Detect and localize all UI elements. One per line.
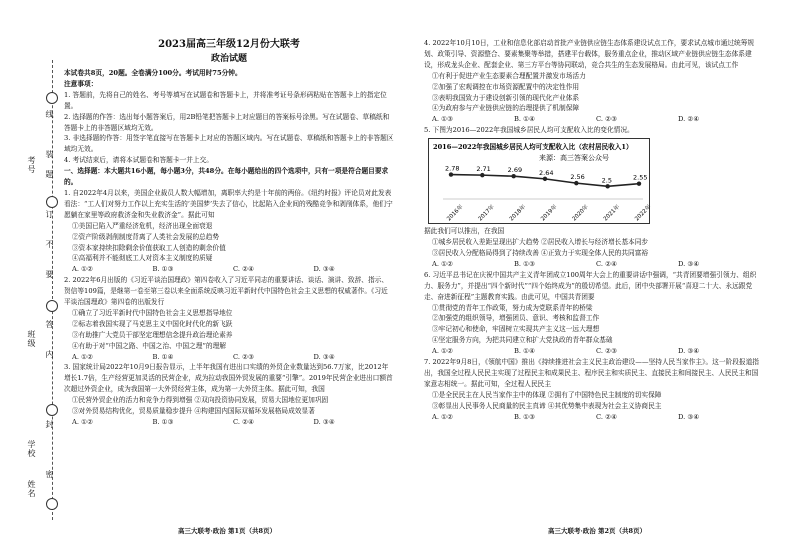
question-option: ③居民收入分配格局得到了持续改善 ④正致力于实现全体人民的共同富裕 <box>432 248 649 257</box>
question-followup: 据此我们可以推出，在我国 <box>424 227 505 236</box>
choice-b: B. ①③ <box>152 418 174 426</box>
choice-d: D. ③④ <box>678 259 700 268</box>
x-tick-label: 2016年 <box>446 204 465 223</box>
data-point <box>449 173 453 177</box>
answer-choices <box>64 417 394 428</box>
data-label: 2.64 <box>539 169 554 178</box>
question-option: ①美国已陷入严重经济危机，经济出现全面衰退 <box>72 221 213 230</box>
choice-a: A. ①② <box>432 412 454 421</box>
choice-d: D. ③④ <box>313 265 335 274</box>
choice-d: D. ②④ <box>678 115 700 124</box>
data-label: 2.56 <box>570 173 585 182</box>
binding-circle <box>46 300 58 312</box>
answer-choices <box>64 264 394 275</box>
chart-watermark: 来源：高三答案公众号 <box>539 154 609 163</box>
question-option: ④高福利并不能彻底工人对资本主义制度的质疑 <box>72 254 213 263</box>
question-stem: 4. 2022年10月10日，工业和信息化部启动首批产业链供应链生态体系建设试点工作，要求试点城市通过统筹规划、政策引导、资源整合、要素集聚等举措，搭建平台载体，服务重点企业，推动区域产业链供应链生态体系建设，形成龙头企业、配套企业、第三方平台等协同联动，竞合共生的生态发展格局。由此可见，该试点工作 <box>424 39 755 69</box>
question-option: ①城乡居民收入差距呈现出扩大趋势 ②居民收入增长与经济增长基本同步 <box>432 238 649 247</box>
question-option: ①是全民民主在人民当家作主中的体现 ②拥有了中国特色民主制度的切实保障 <box>432 390 662 399</box>
data-point <box>480 173 484 177</box>
choice-c: C. ②④ <box>596 412 618 421</box>
data-point <box>574 181 578 185</box>
data-point <box>637 182 641 186</box>
answer-choices <box>64 352 394 363</box>
choice-b: B. ①④ <box>514 115 536 124</box>
question-option: ③表明我国致力于建设创新引领的现代化产业体系 <box>432 93 580 102</box>
choice-d: D. ③④ <box>678 412 700 421</box>
question-option: ③资本家持续扣除剩余价值获取工人创造的剩余价值 <box>72 243 226 252</box>
data-label: 2.71 <box>476 165 491 174</box>
class-label: 班级 <box>27 330 36 348</box>
choice-a: A. ①② <box>432 347 454 356</box>
question-option: ①民营外贸企业的活力和竞争力得到增强 ②双向投资协同发展，贸易大国地位更加巩固 <box>72 396 329 405</box>
page-footer-left: 高三大联考·政治 第1页（共8页） <box>178 527 277 535</box>
question-stem: 7. 2022年9月8日，《领航中国》推出《持续推进社会主义民主政治建设——坚持人民当家作主》。这一阶段报道指出，我国全过程人民民主实现了过程民主和成果民主、程序民主和实质民主、直接民主和间接民主、人民民主和国家意志相统一。据此可知，全过程人民民主 <box>424 358 759 388</box>
income-ratio-chart <box>428 138 653 224</box>
school-label: 学校 <box>27 440 36 458</box>
choice-b: B. ①④ <box>514 347 536 356</box>
choice-a: A. ①② <box>72 265 94 274</box>
choice-b: B. ①③ <box>152 265 174 274</box>
binding-mark: 线 <box>45 110 54 119</box>
exam-subject: 政治试题 <box>210 54 247 64</box>
binding-circle <box>46 498 58 510</box>
question-stem: 2. 2022年6月出版的《习近平谈治国理政》第四卷收入了习近平同志的重要讲话、谈话、演讲、致辞、指示、贺信等109篇，是继第一卷至第三卷以来全面系统反映习近平新时代中国特色社会主义思想的权威著作。《习近平谈治国理政》第四卷的出版发行 <box>64 276 389 307</box>
answer-choices <box>424 259 760 270</box>
answer-choices <box>424 346 760 357</box>
data-label: 2.5 <box>601 176 613 185</box>
choice-c: C. ②④ <box>233 418 255 426</box>
question-option: ④有助于对“中国之路、中国之治、中国之理”的理解 <box>72 341 226 350</box>
question-stem: 6. 习近平总书记在庆祝中国共产主义青年团成立100周年大会上的重要讲话中强调，“共青团要增强引领力、组织力、服务力”，并提出“四个新时代”“四个始终成为”的殷切希望。此后，团中央部署开展“喜迎二十大、永远跟党走、奋进新征程”主题教育实践。由此可见，中国共青团要 <box>424 270 757 301</box>
binding-circle <box>46 92 58 104</box>
question-option: ③牢记初心和使命，牢固树立实现共产主义这一远大理想 <box>432 325 600 334</box>
question-option: ①贯彻党的青年工作政策，努力成为党联系青年的桥梁 <box>432 303 593 312</box>
question-option: ①有利于促进产业生态要素合理配置并激发市场活力 <box>432 71 586 80</box>
choice-a: A. ①② <box>432 259 454 268</box>
note-item: 1. 答题前，先将自己的姓名、考号等填写在试题卷和答题卡上，并将准考证号条形码粘贴在答题卡上的指定位置。 <box>64 90 387 110</box>
binding-mark: 密 <box>45 470 54 479</box>
choice-c: C. ②④ <box>233 265 255 274</box>
note-item: 3. 非选择题的作答：用签字笔直接写在答题卡上对应的答题区域内。写在试题卷、草稿纸和答题卡上的非答题区域均无效。 <box>64 134 394 154</box>
choice-d: D. ③④ <box>313 418 335 426</box>
question-stem: 3. 国家统计局2022年10月9日报告显示，上半年我国有进出口实绩的外贸企业数量达到56.7万家，比2012年增长1.7倍，生产经营更加灵活的民营企业，成为拉动我国外贸发展的重要“引擎”。2019年民营企业进出口额首次超过外资企业，成为我国第一大外贸经营主体，成为第一大外贸主体。据此可知，我国 <box>64 363 393 394</box>
data-label: 2.55 <box>633 173 648 182</box>
question-stem: 5. 下图为2016—2022年我国城乡居民人均可支配收入比的变化情况。 <box>424 126 634 135</box>
data-point <box>543 177 547 181</box>
question-option: ③有助推广大党员干部坚定理想信念提升政治理论素养 <box>72 330 233 339</box>
binding-mark: 订 <box>45 210 54 219</box>
choice-b: B. ①③ <box>514 259 536 268</box>
question-option: ④坚定服务方向，为把共同建立和扩大党执政的青年群众基础 <box>432 336 613 345</box>
exam-title: 2023届高三年级12月份大联考 <box>158 39 300 50</box>
binding-line <box>52 60 53 520</box>
binding-mark: 内 <box>45 350 54 359</box>
choice-d: D. ③④ <box>313 352 335 361</box>
chart-svg <box>429 139 653 223</box>
question-option: ④为政府参与产业链供应链的治理提供了机制保障 <box>432 104 580 113</box>
exam-meta: 本试卷共8页，20题。全卷满分100分。考试用时75分钟。 <box>64 69 242 77</box>
data-point <box>605 184 609 188</box>
question-stem: 1. 自2022年4月以来，美国企业裁员人数大幅增加，离职率大约是十年前的两倍。《纽约时报》评论员对此发表看法：“工人们对努力工作以上充实生活的‘美国梦’失去了信心，比起陷入企业间的残酷竞争和剥削体系，他们宁愿躺在家里等政府救济金和失业救济金”。据此可知 <box>64 188 393 219</box>
name-label: 姓名 <box>27 480 36 498</box>
choice-b: B. ①④ <box>152 352 174 361</box>
left-column <box>64 38 394 428</box>
x-tick-label: 2017年 <box>477 204 496 223</box>
binding-mark: 要 <box>45 270 54 279</box>
data-label: 2.69 <box>507 166 523 175</box>
choice-a: A. ①② <box>72 352 94 361</box>
question-option: ③对外贸易结构优化，贸易质量稳步提升 ④构建国内国际双循环发展格局成效显著 <box>72 407 315 416</box>
question-option: ③彰显出人民事务人民商量的民主真谛 ④其优势集中表现为社会主义协商民主 <box>432 401 662 410</box>
question-option: ①确立了习近平新时代中国特色社会主义思想指导地位 <box>72 308 233 317</box>
choice-c: C. ②③ <box>596 347 618 356</box>
x-tick-label: 2019年 <box>540 204 559 223</box>
choice-d: D. ③④ <box>678 347 700 356</box>
choice-c: C. ②③ <box>233 352 255 361</box>
question-option: ②标志着我国实现了马克思主义中国化时代化的新飞跃 <box>72 319 233 328</box>
note-item: 2. 选择题的作答：选出每小题答案后，用2B铅笔把答题卡上对应题目的答案标号涂黑。写在试题卷、草稿纸和答题卡上的非答题区域均无效。 <box>64 112 390 132</box>
choice-a: A. ①③ <box>432 115 454 124</box>
data-point <box>511 174 515 178</box>
answer-choices <box>424 412 760 423</box>
x-tick-label: 2018年 <box>508 204 528 223</box>
x-tick-label: 2021年 <box>602 204 622 223</box>
section-heading: 一、选择题：本大题共16小题，每小题3分，共48分。在每小题给出的四个选项中，只有一项是符合题目要求的。 <box>64 167 389 187</box>
exam-number-label: 考号 <box>27 156 36 174</box>
choice-a: A. ①② <box>72 418 94 426</box>
binding-strip <box>0 0 60 551</box>
note-item: 4. 考试结束后，请将本试题卷和答题卡一并上交。 <box>64 156 213 165</box>
question-option: ②加强了宏观调控在市场资源配置中的决定性作用 <box>432 82 580 91</box>
choice-b: B. ①③ <box>514 412 536 421</box>
page-footer-right: 高三大联考·政治 第2页（共8页） <box>548 527 647 535</box>
binding-mark: 答 <box>45 320 54 329</box>
binding-circle <box>46 404 58 416</box>
binding-mark: 题 <box>45 170 54 179</box>
binding-circle <box>46 196 58 208</box>
x-tick-label: 2020年 <box>571 204 590 223</box>
right-column <box>424 38 760 422</box>
binding-mark: 装 <box>45 150 54 159</box>
notes-heading: 注意事项： <box>64 79 98 88</box>
binding-mark: 不 <box>45 240 54 249</box>
answer-choices <box>424 114 760 125</box>
data-label: 2.78 <box>445 164 460 173</box>
binding-mark: 封 <box>45 420 54 429</box>
chart-title: 2016—2022年我国城乡居民人均可支配收入比（农村居民收入1） <box>433 143 633 152</box>
x-tick-label: 2022年 <box>634 204 653 223</box>
choice-c: C. ②④ <box>596 259 618 268</box>
choice-c: C. ②③ <box>596 115 618 124</box>
question-option: ②资产阶级剥削制度背离了人类社会发展的总趋势 <box>72 232 220 241</box>
question-option: ②加强党的组织领导，增强团员、意识、考核和监督工作 <box>432 314 600 323</box>
